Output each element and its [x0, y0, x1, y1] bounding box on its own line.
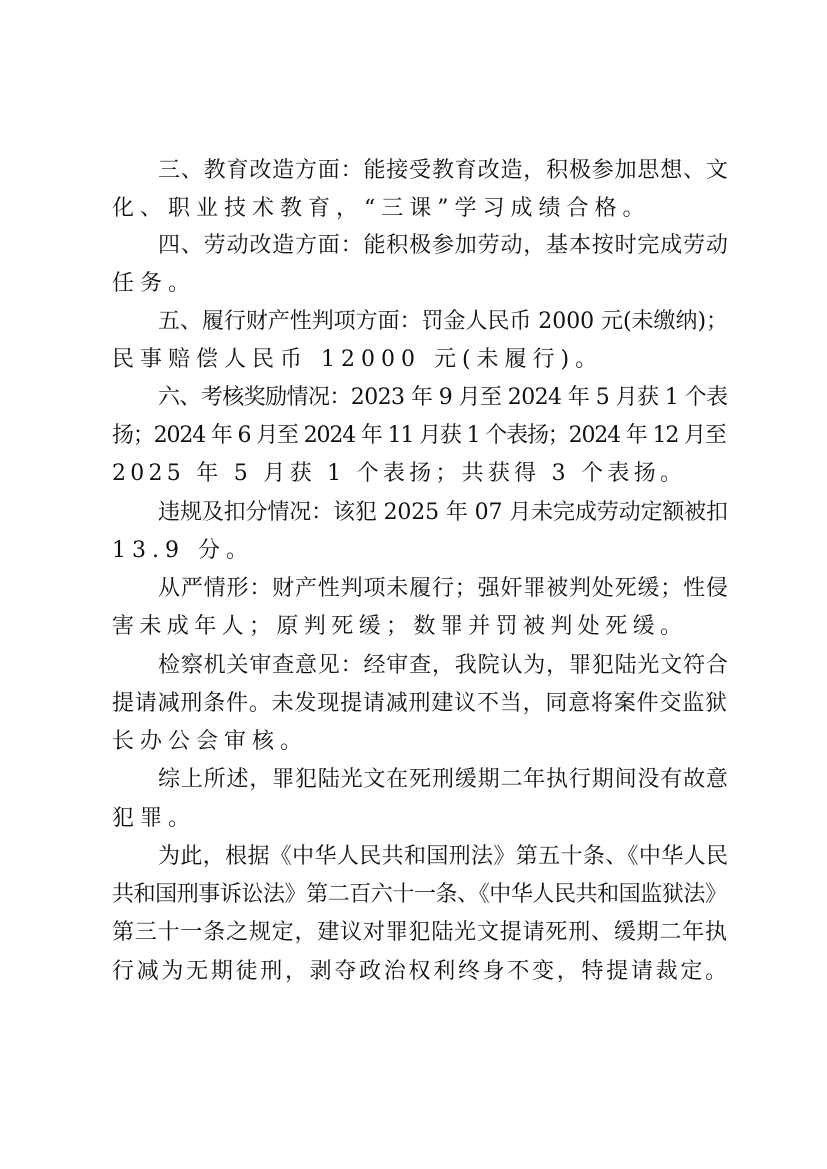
text-line: 五、履行财产性判项方面：罚金人民币 2000 元(未缴纳)；: [158, 309, 728, 334]
text-line: 行减为无期徒刑，剥夺政治权利终身不变，特提请裁定。: [112, 959, 730, 984]
text-line: 化、职业技术教育，“三课”学习成绩合格。: [112, 196, 651, 221]
text-line: 犯罪。: [112, 806, 197, 831]
text-line: 为此，根据《中华人民共和国刑法》第五十条、《中华人民: [158, 844, 729, 869]
text-line: 害未成年人；原判死缓；数罪并罚被判处死缓。: [112, 614, 688, 639]
text-line: 综上所述，罪犯陆光文在死刑缓期二年执行期间没有故意: [158, 767, 729, 792]
text-line: 六、考核奖励情况：2023 年 9 月至 2024 年 5 月获 1 个表: [158, 385, 728, 410]
text-line: 任务。: [112, 271, 197, 296]
text-line: 长办公会审核。: [112, 729, 309, 754]
text-line: 违规及扣分情况：该犯 2025 年 07 月未完成劳动定额被扣: [158, 500, 728, 525]
text-line: 13.9 分。: [112, 538, 254, 563]
text-line: 2025 年 5 月获 1 个表扬；共获得 3 个表扬。: [112, 461, 687, 486]
text-line: 从严情形：财产性判项未履行；强奸罪被判处死缓；性侵: [158, 576, 729, 601]
text-line: 三、教育改造方面：能接受教育改造，积极参加思想、文: [158, 158, 729, 183]
text-line: 扬；2024 年 6 月至 2024 年 11 月获 1 个表扬；2024 年 12 月至: [112, 423, 726, 448]
text-line: 检察机关审查意见：经审查，我院认为，罪犯陆光文符合: [158, 653, 729, 678]
text-line: 第三十一条之规定，建议对罪犯陆光文提请死刑、缓期二年执: [112, 920, 728, 945]
text-line: 四、劳动改造方面：能积极参加劳动，基本按时完成劳动: [158, 233, 729, 258]
text-line: 共和国刑事诉讼法》第二百六十一条、《中华人民共和国监狱法》: [112, 882, 727, 907]
text-line: 民事赔偿人民币 12000 元(未履行)。: [112, 347, 604, 372]
text-line: 提请减刑条件。未发现提请减刑建议不当，同意将案件交监狱: [112, 691, 728, 716]
